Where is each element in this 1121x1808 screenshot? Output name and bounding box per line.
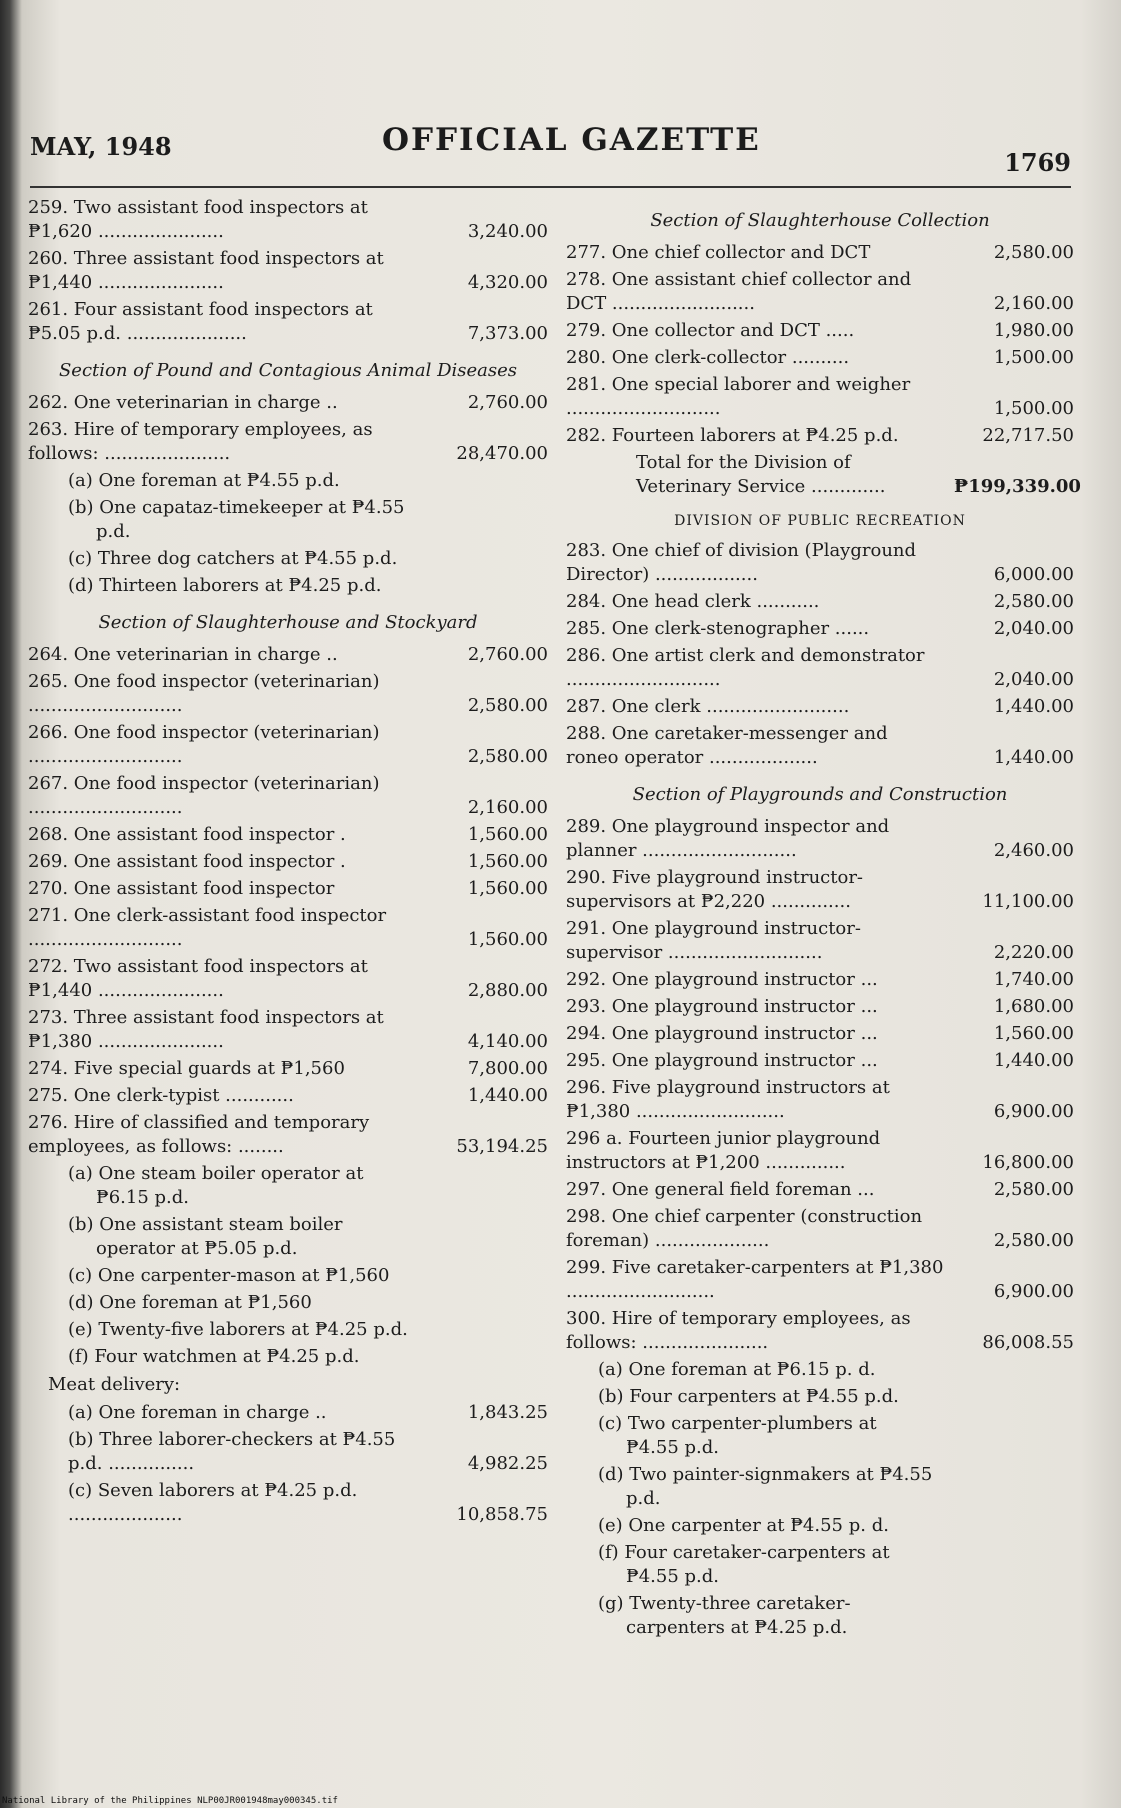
line-item [566,1307,1074,1355]
line-item-amount: 2,160.00 [467,797,548,818]
line-item [28,1428,548,1476]
line-item-amount: 4,140.00 [467,1031,548,1052]
line-item-amount: 2,580.00 [993,242,1074,263]
left-column [28,196,548,1530]
section-heading: Section of Slaughterhouse Collection [650,210,990,231]
line-item-text: 261. Four assistant food inspectors at ₱5.05 p.d. ..................... [28,299,373,344]
line-item-amount: 1,680.00 [993,996,1074,1017]
line-item-text: 259. Two assistant food inspectors at ₱1,620 ...................... [28,197,368,242]
sub-item: (e) One carpenter at ₱4.55 p. d. [598,1515,889,1536]
line-item-amount: 1,440.00 [467,1085,548,1106]
meat-delivery-label: Meat delivery: [48,1374,181,1395]
section-heading: Section of Slaughterhouse and Stockyard [98,612,478,633]
line-item [566,1205,1074,1253]
line-item [566,539,1074,587]
line-item [566,1076,1074,1124]
line-item-text: 296. Five playground instructors at ₱1,380 .......................... [566,1077,890,1122]
line-item-amount: 2,580.00 [993,1230,1074,1251]
line-item [28,955,548,1003]
sub-item: (c) Three dog catchers at ₱4.55 p.d. [68,548,398,569]
line-item-text: 281. One special laborer and weigher ........................... [566,374,911,419]
line-item-text: 271. One clerk-assistant food inspector ........................... [28,905,387,950]
line-item-text: 278. One assistant chief collector and DCT ......................... [566,269,912,314]
line-item-amount: 2,760.00 [467,644,548,665]
line-item-amount: 2,160.00 [993,293,1074,314]
scan-footer: National Library of the Philippines NLP00JR001948may000345.tif [2,1796,338,1806]
line-item-text: (b) Three laborer-checkers at ₱4.55 p.d. ............... [68,1429,396,1474]
line-item-text: 293. One playground instructor ... [566,996,878,1017]
line-item-amount: 6,000.00 [993,564,1074,585]
line-item-amount: 1,843.25 [467,1402,548,1423]
line-item [28,247,548,295]
line-item-text: 284. One head clerk ........... [566,591,820,612]
line-item-amount: 86,008.55 [982,1332,1074,1353]
line-item [566,968,1074,992]
line-item-amount: 7,800.00 [467,1058,548,1079]
line-item-amount: 1,980.00 [993,320,1074,341]
line-item [566,346,1074,370]
line-item [566,617,1074,641]
sub-item: (e) Twenty-five laborers at ₱4.25 p.d. [68,1319,408,1340]
line-item-amount: 2,880.00 [467,980,548,1001]
sub-item: (a) One foreman at ₱4.55 p.d. [68,470,340,491]
line-item-text: 295. One playground instructor ... [566,1050,878,1071]
sub-item: (d) Two painter-signmakers at ₱4.55 p.d. [598,1464,933,1509]
line-item-amount: 16,800.00 [982,1152,1074,1173]
line-item-text: 296 a. Fourteen junior playground instructors at ₱1,200 .............. [566,1128,881,1173]
line-item [28,850,548,874]
line-item-amount: 2,580.00 [993,591,1074,612]
page-number: 1769 [1004,148,1071,177]
total-label: Total for the Division of Veterinary Service ............. [636,452,886,497]
line-item-amount: 2,040.00 [993,618,1074,639]
line-item [566,590,1074,614]
line-item [566,319,1074,343]
sub-item: (b) One capataz-timekeeper at ₱4.55 p.d. [68,497,405,542]
line-item-amount: 1,740.00 [993,969,1074,990]
sub-item: (c) Two carpenter-plumbers at ₱4.55 p.d. [598,1413,877,1458]
line-item [566,1256,1074,1304]
line-item-text: 290. Five playground instructor-supervisors at ₱2,220 .............. [566,867,864,912]
line-item-amount: 2,040.00 [993,669,1074,690]
line-item-amount: 3,240.00 [467,221,548,242]
line-item-text: 286. One artist clerk and demonstrator ........................... [566,645,925,690]
line-item [566,1127,1074,1175]
line-item-text: 298. One chief carpenter (construction foreman) .................... [566,1206,923,1251]
line-item [28,1111,548,1159]
line-item [566,424,1074,448]
line-item-amount: 1,560.00 [467,878,548,899]
line-item [566,917,1074,965]
line-item-amount: 1,440.00 [993,1050,1074,1071]
line-item-text: 279. One collector and DCT ..... [566,320,855,341]
line-item [566,241,1074,265]
sub-item: (a) One steam boiler operator at ₱6.15 p.d. [68,1163,364,1208]
line-item-amount: 1,560.00 [467,851,548,872]
line-item-text: 272. Two assistant food inspectors at ₱1,440 ...................... [28,956,368,1001]
line-item [28,772,548,820]
line-item-text: 262. One veterinarian in charge .. [28,392,338,413]
total-amount: ₱199,339.00 [954,476,1081,497]
line-item-text: (a) One foreman in charge .. [68,1402,327,1423]
line-item-amount: 1,500.00 [993,347,1074,368]
sub-item: (a) One foreman at ₱6.15 p. d. [598,1359,876,1380]
section-heading: Section of Pound and Contagious Animal Diseases [58,360,518,381]
line-item [28,1057,548,1081]
line-item-amount: 2,580.00 [993,1179,1074,1200]
line-item-text: 288. One caretaker-messenger and roneo operator ................... [566,723,888,768]
line-item-text: 277. One chief collector and DCT [566,242,871,263]
line-item [566,644,1074,692]
line-item-amount: 1,440.00 [993,696,1074,717]
line-item-text: 276. Hire of classified and temporary employees, as follows: ........ [28,1112,370,1157]
sub-item: (b) Four carpenters at ₱4.55 p.d. [598,1386,899,1407]
line-item-amount: 1,560.00 [993,1023,1074,1044]
division-heading: DIVISION OF PUBLIC RECREATION [674,513,966,529]
line-item-text: 294. One playground instructor ... [566,1023,878,1044]
line-item-text: 264. One veterinarian in charge .. [28,644,338,665]
header-title: OFFICIAL GAZETTE [382,122,761,158]
line-item-text: 273. Three assistant food inspectors at ₱1,380 ...................... [28,1007,384,1052]
sub-item: (b) One assistant steam boiler operator at ₱5.05 p.d. [68,1214,343,1259]
line-item-amount: 4,320.00 [467,272,548,293]
line-item [28,196,548,244]
line-item-amount: 6,900.00 [993,1281,1074,1302]
line-item [566,722,1074,770]
line-item-amount: 1,560.00 [467,824,548,845]
line-item-amount: 10,858.75 [456,1504,548,1525]
line-item [566,815,1074,863]
header-rule [30,186,1071,188]
line-item-text: 297. One general field foreman ... [566,1179,875,1200]
line-item [566,373,1074,421]
header-date: MAY, 1948 [30,132,172,161]
line-item [28,1479,548,1527]
line-item-text: 274. Five special guards at ₱1,560 [28,1058,345,1079]
line-item [28,1006,548,1054]
line-item-text: 268. One assistant food inspector . [28,824,346,845]
line-item-amount: 1,500.00 [993,398,1074,419]
line-item [28,670,548,718]
line-item-amount: 6,900.00 [993,1101,1074,1122]
line-item-amount: 2,760.00 [467,392,548,413]
sub-item: (c) One carpenter-mason at ₱1,560 [68,1265,390,1286]
sub-item: (d) Thirteen laborers at ₱4.25 p.d. [68,575,382,596]
line-item-text: 300. Hire of temporary employees, as follows: ...................... [566,1308,911,1353]
line-item [28,904,548,952]
line-item-amount: 2,580.00 [467,695,548,716]
line-item-text: 267. One food inspector (veterinarian) ........................... [28,773,380,818]
line-item [566,695,1074,719]
line-item-text: 280. One clerk-collector .......... [566,347,850,368]
right-column [566,196,1081,1643]
line-item-text: 265. One food inspector (veterinarian) ........................... [28,671,380,716]
line-item [566,1022,1074,1046]
line-item [28,391,548,415]
line-item-text: 287. One clerk ......................... [566,696,850,717]
line-item-text: 283. One chief of division (Playground Director) .................. [566,540,917,585]
line-item [28,643,548,667]
sub-item: (d) One foreman at ₱1,560 [68,1292,312,1313]
line-item-text: 285. One clerk-stenographer ...... [566,618,870,639]
line-item-amount: 1,560.00 [467,929,548,950]
line-item-amount: 7,373.00 [467,323,548,344]
line-item [28,418,548,466]
line-item [566,866,1074,914]
line-item-text: (c) Seven laborers at ₱4.25 p.d. .................... [68,1480,358,1525]
line-item-text: 292. One playground instructor ... [566,969,878,990]
line-item-text: 266. One food inspector (veterinarian) ........................... [28,722,380,767]
line-item-text: 282. Fourteen laborers at ₱4.25 p.d. [566,425,899,446]
line-item-amount: 1,440.00 [993,747,1074,768]
line-item [566,268,1074,316]
line-item-amount: 2,580.00 [467,746,548,767]
line-item-text: 269. One assistant food inspector . [28,851,346,872]
line-item-text: 275. One clerk-typist ............ [28,1085,294,1106]
line-item-amount: 2,220.00 [993,942,1074,963]
line-item-text: 291. One playground instructor-supervisor ........................... [566,918,861,963]
line-item [28,1401,548,1425]
line-item-amount: 53,194.25 [456,1136,548,1157]
sub-item: (f) Four watchmen at ₱4.25 p.d. [68,1346,360,1367]
line-item-text: 260. Three assistant food inspectors at ₱1,440 ...................... [28,248,384,293]
section-heading: Section of Playgrounds and Construction [632,784,1008,805]
line-item [566,995,1074,1019]
division-total [566,451,1081,499]
line-item [566,1049,1074,1073]
line-item [28,877,548,901]
sub-item: (f) Four caretaker-carpenters at ₱4.55 p.d. [598,1542,890,1587]
line-item-amount: 2,460.00 [993,840,1074,861]
line-item-amount: 22,717.50 [982,425,1074,446]
line-item-amount: 28,470.00 [456,443,548,464]
line-item-text: 263. Hire of temporary employees, as follows: ...................... [28,419,373,464]
page-header [30,118,1071,178]
line-item [28,298,548,346]
line-item-amount: 11,100.00 [982,891,1074,912]
line-item [28,1084,548,1108]
line-item-text: 270. One assistant food inspector [28,878,335,899]
line-item-amount: 4,982.25 [467,1453,548,1474]
line-item-text: 289. One playground inspector and planner ........................... [566,816,890,861]
line-item [28,823,548,847]
sub-item: (g) Twenty-three caretaker-carpenters at ₱4.25 p.d. [598,1593,851,1638]
line-item [566,1178,1074,1202]
line-item [28,721,548,769]
line-item-text: 299. Five caretaker-carpenters at ₱1,380 .......................... [566,1257,944,1302]
